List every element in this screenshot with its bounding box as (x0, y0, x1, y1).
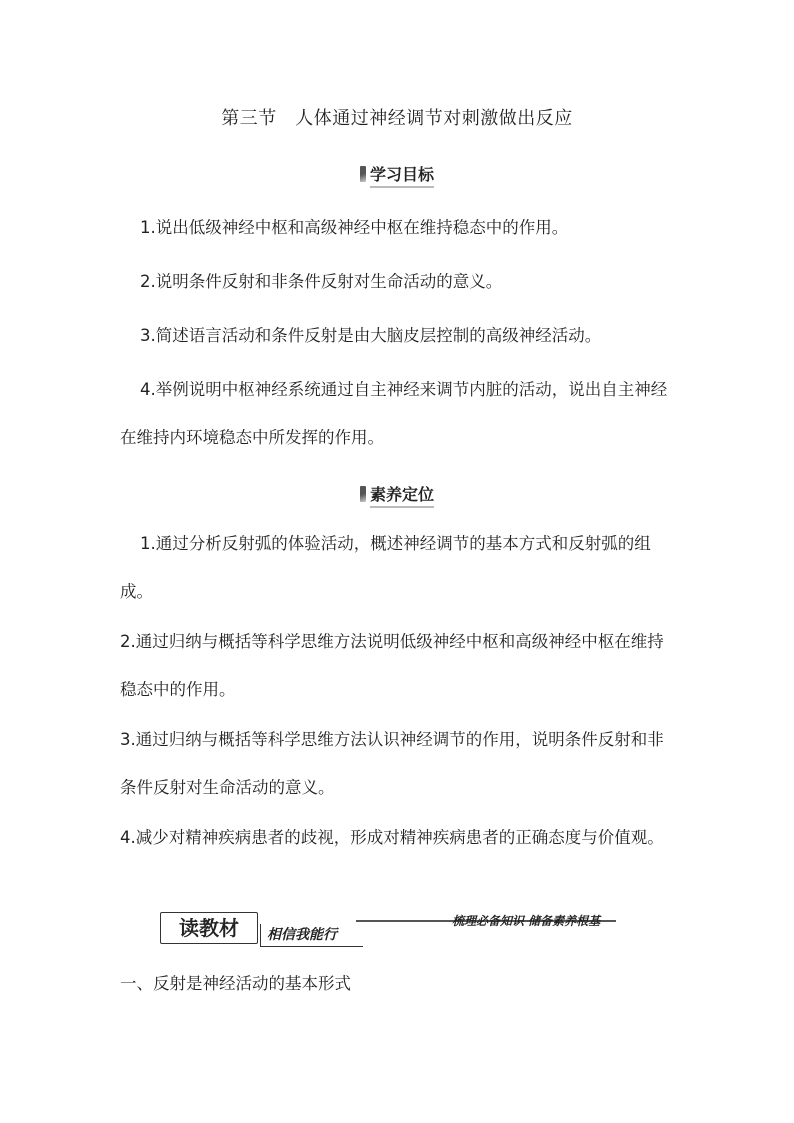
read-textbook-banner (160, 912, 640, 946)
goal-item-3: 3.简述语言活动和条件反射是由大脑皮层控制的高级神经活动。 (140, 326, 602, 345)
pencil-mark-icon (360, 166, 366, 182)
banner-main-label: 读教材 (160, 912, 258, 944)
banner-right-text: 梳理必备知识 储备素养根基 (452, 914, 601, 928)
goal-item-4: 4.举例说明中枢神经系统通过自主神经来调节内脏的活动，说出自主神经在维持内环境稳态中所发挥的作用。 (120, 380, 668, 447)
goal-item-1: 1.说出低级神经中枢和高级神经中枢在维持稳态中的作用。 (140, 218, 569, 237)
literacy-item-2: 2.通过归纳与概括等科学思维方法说明低级神经中枢和高级神经中枢在维持稳态中的作用。 (120, 632, 664, 699)
literacy-item-4: 4.减少对精神疾病患者的歧视，形成对精神疾病患者的正确态度与价值观。 (120, 828, 664, 847)
section-heading-learning-goals (0, 162, 794, 185)
goal-item-2: 2.说明条件反射和非条件反射对生命活动的意义。 (140, 272, 503, 291)
literacy-item-3: 3.通过归纳与概括等科学思维方法认识神经调节的作用，说明条件反射和非条件反射对生命活动的意义。 (120, 730, 664, 797)
pencil-mark-icon (360, 486, 366, 502)
banner-sub-label: 相信我能行 (260, 924, 363, 947)
heading-reflex: 一、反射是神经活动的基本形式 (120, 974, 351, 993)
section-heading-literacy (0, 482, 794, 505)
section-label: 素养定位 (370, 485, 434, 508)
section-label: 学习目标 (370, 165, 434, 188)
literacy-item-1: 1.通过分析反射弧的体验活动，概述神经调节的基本方式和反射弧的组成。 (120, 534, 651, 601)
page-title: 第三节 人体通过神经调节对刺激做出反应 (221, 108, 573, 129)
